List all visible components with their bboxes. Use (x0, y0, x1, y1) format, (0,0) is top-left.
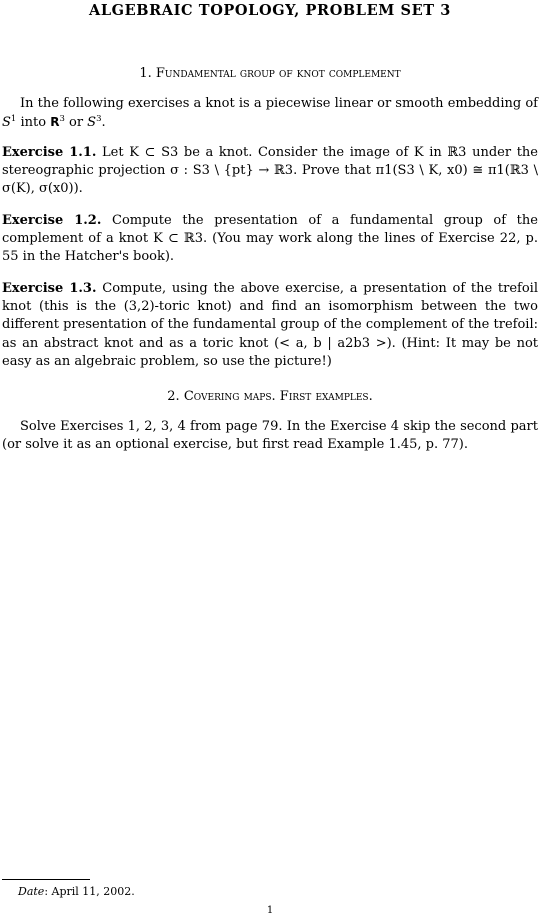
exercise-1-1 (2, 144, 538, 199)
intro-paragraph (2, 95, 538, 132)
exercise-1-2-text: Compute the presentation of a fundamental group of the complement of a knot K ⊂ ℝ3. (You may work along the lines of Exercise 22, p. 55 in the Hatcher's book). (2, 213, 538, 265)
section-1-number: 1. (139, 66, 152, 81)
footnote (18, 885, 135, 898)
intro-text-4: . (101, 115, 106, 131)
page-number: 1 (266, 905, 274, 916)
solve-paragraph: Solve Exercises 1, 2, 3, 4 from page 79. In the Exercise 4 skip the second part (or solve it as an optional exercise, but first read Example 1.45, p. 77). (2, 419, 538, 453)
intro-text-1: In the following exercises a knot is a piecewise linear or smooth embedding of (20, 96, 538, 111)
math-sup-1: 1 (10, 114, 17, 125)
math-sup-3: 3 (59, 114, 65, 125)
exercise-1-2-label: Exercise 1.2. (2, 213, 102, 228)
section-1-title: Fundamental group of knot complement (155, 66, 401, 81)
math-S-2: S (87, 115, 97, 131)
footnote-text: : April 11, 2002. (44, 885, 135, 898)
footnote-label: Date (18, 885, 45, 898)
exercise-1-1-text: Let K ⊂ S3 be a knot. Consider the image of K in ℝ3 under the stereographic projection σ : S3 \ {pt} → ℝ3. Prove that π1(S3 \ K, x0) ≅ π1(ℝ3 \ σ(K), σ(x0)). (2, 145, 538, 197)
exercise-1-2 (2, 212, 538, 267)
section-2-heading (0, 389, 540, 404)
document-title: ALGEBRAIC TOPOLOGY, PROBLEM SET 3 (89, 2, 451, 19)
section-2-title: Covering maps. First examples. (183, 389, 373, 404)
exercise-1-1-label: Exercise 1.1. (2, 145, 97, 160)
section-1-heading (0, 66, 540, 81)
section-2-number: 2. (167, 389, 180, 404)
exercise-1-3-label: Exercise 1.3. (2, 281, 97, 296)
math-R: R (50, 115, 60, 130)
intro-text-2: into (16, 115, 51, 131)
exercise-1-3 (2, 280, 538, 371)
intro-text-3: or (64, 115, 88, 131)
exercise-1-3-text: Compute, using the above exercise, a presentation of the trefoil knot (this is the (3,2)-toric knot) and find an isomorphism between the two different presentation of the fundamental group of the complement of the trefoil: as an abstract knot and as a toric knot (< a, b | a2b3 >). (Hint: It may be not easy as an algebraic problem, so use the picture!) (2, 281, 538, 369)
footnote-rule (2, 879, 90, 880)
math-sup-3b: 3 (96, 114, 102, 125)
math-S: S (2, 115, 11, 131)
